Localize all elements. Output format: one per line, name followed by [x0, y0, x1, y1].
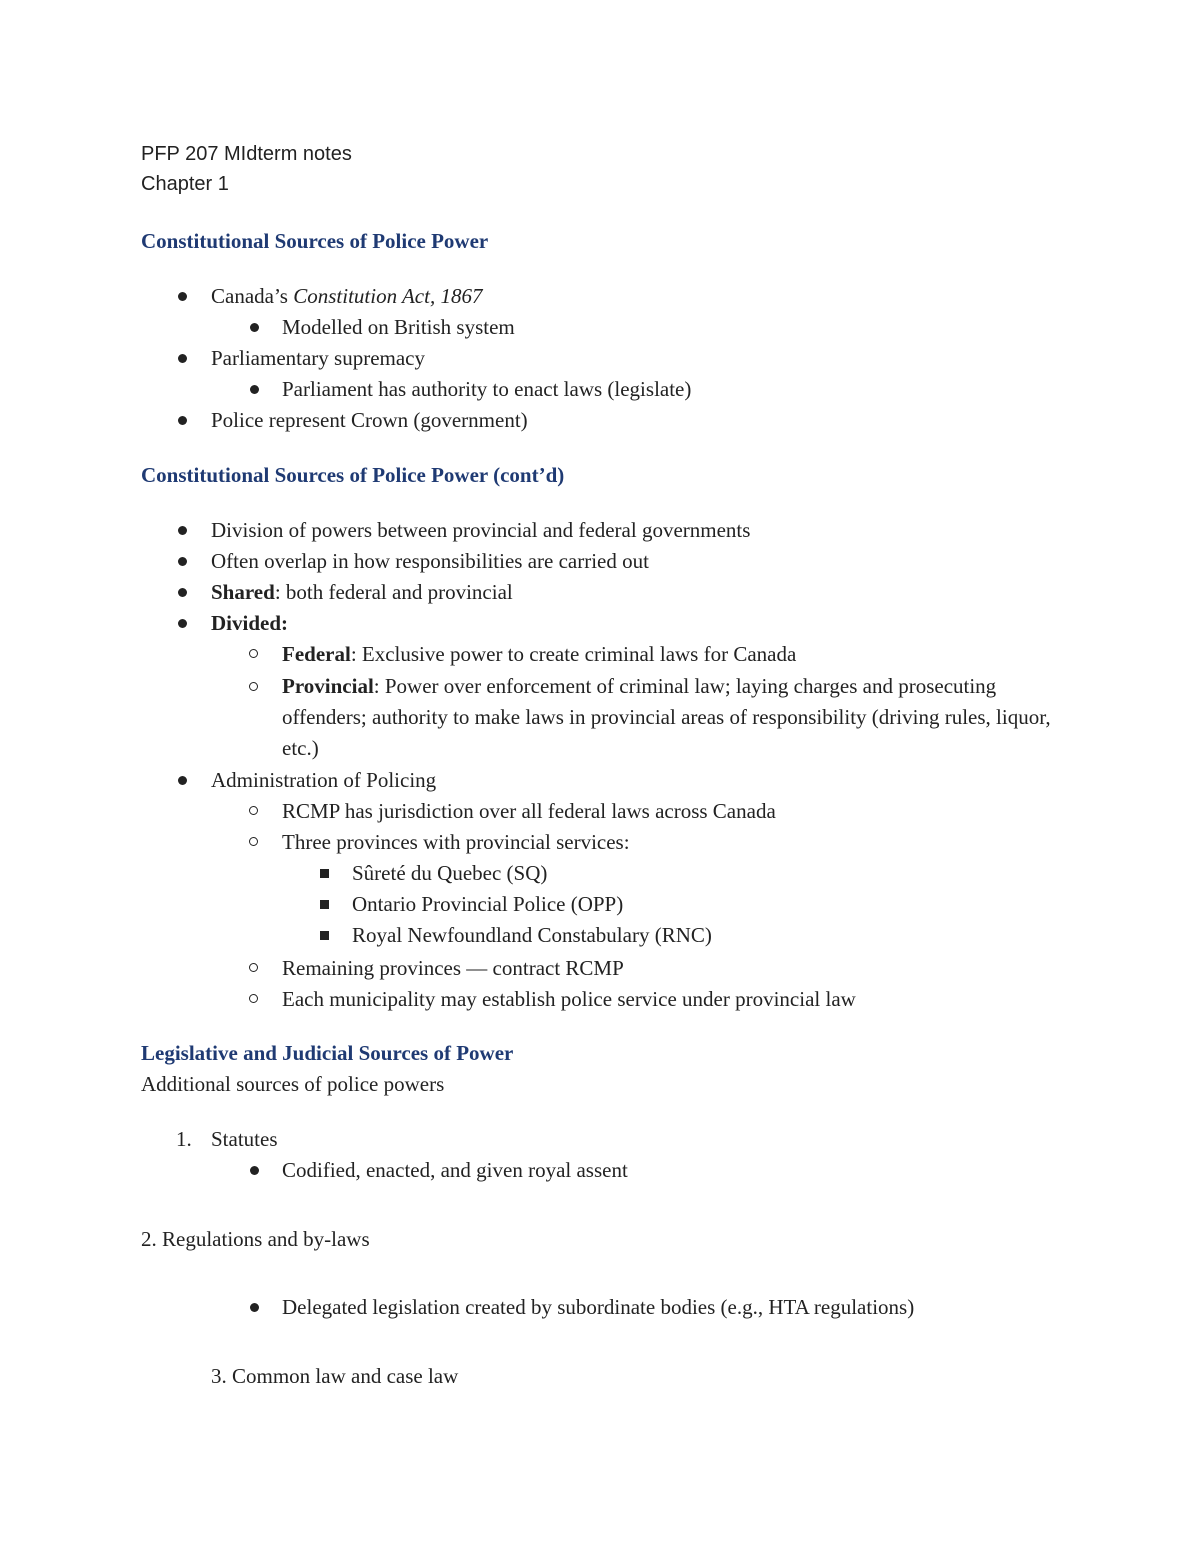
- bullet-circle-icon: [249, 837, 258, 846]
- divided-label: Divided:: [211, 611, 289, 635]
- section3-intro: Additional sources of police powers: [141, 1072, 445, 1096]
- bullet-disc-icon: [250, 1303, 259, 1312]
- list-item: Division of powers between provincial and federal governments: [211, 518, 751, 542]
- bullet-circle-icon: [249, 963, 258, 972]
- bullet-disc-icon: [178, 776, 187, 785]
- section2-heading: Constitutional Sources of Police Power (cont’d): [141, 463, 565, 487]
- constitution-act-title: Constitution Act, 1867: [293, 284, 483, 308]
- list-item: Statutes: [211, 1127, 278, 1151]
- list-item: [211, 286, 482, 307]
- bullet-square-icon: [320, 900, 329, 909]
- bullet-circle-icon: [249, 806, 258, 815]
- bullet-circle-icon: [249, 682, 258, 691]
- list-item: [282, 671, 1072, 764]
- bullet-disc-icon: [178, 526, 187, 535]
- list-item: Remaining provinces — contract RCMP: [282, 956, 624, 980]
- list-item: Parliament has authority to enact laws (legislate): [282, 377, 692, 401]
- list-item-text: : Exclusive power to create criminal laws for Canada: [350, 642, 797, 666]
- bullet-disc-icon: [178, 354, 187, 363]
- list-item: Police represent Crown (government): [211, 408, 528, 432]
- list-number: 1.: [176, 1127, 192, 1151]
- bullet-disc-icon: [178, 416, 187, 425]
- bullet-disc-icon: [250, 323, 259, 332]
- list-item: Often overlap in how responsibilities are carried out: [211, 549, 649, 573]
- federal-label: Federal: [282, 642, 351, 666]
- list-item: Three provinces with provincial services:: [282, 830, 630, 854]
- bullet-circle-icon: [249, 994, 258, 1003]
- provincial-label: Provincial: [282, 674, 374, 698]
- list-item: 3. Common law and case law: [211, 1364, 459, 1388]
- section3-heading: Legislative and Judicial Sources of Power: [141, 1041, 514, 1065]
- list-item: Ontario Provincial Police (OPP): [352, 892, 624, 916]
- list-item: Modelled on British system: [282, 315, 515, 339]
- bullet-disc-icon: [178, 292, 187, 301]
- bullet-disc-icon: [250, 385, 259, 394]
- list-item: Sûreté du Quebec (SQ): [352, 861, 548, 885]
- list-item: Royal Newfoundland Constabulary (RNC): [352, 923, 712, 947]
- document-title: PFP 207 MIdterm notes: [141, 143, 352, 165]
- list-item: [282, 644, 796, 665]
- bullet-circle-icon: [249, 649, 258, 658]
- section1-heading: Constitutional Sources of Police Power: [141, 229, 489, 253]
- list-item: Parliamentary supremacy: [211, 346, 425, 370]
- bullet-square-icon: [320, 869, 329, 878]
- list-item: Administration of Policing: [211, 768, 437, 792]
- list-item-text: Canada’s: [211, 284, 294, 308]
- bullet-disc-icon: [178, 619, 187, 628]
- bullet-disc-icon: [250, 1166, 259, 1175]
- list-item: Codified, enacted, and given royal assent: [282, 1158, 628, 1182]
- shared-label: Shared: [211, 580, 275, 604]
- chapter-label: Chapter 1: [141, 173, 229, 195]
- list-item-text: : Power over enforcement of criminal law; laying charges and prosecuting offenders; authority to make laws in provincial areas of responsibility (driving rules, liquor, etc.): [282, 674, 1051, 760]
- bullet-disc-icon: [178, 588, 187, 597]
- list-item: [211, 613, 288, 634]
- list-item: RCMP has jurisdiction over all federal laws across Canada: [282, 799, 776, 823]
- list-item: Each municipality may establish police service under provincial law: [282, 987, 856, 1011]
- bullet-disc-icon: [178, 557, 187, 566]
- list-item: 2. Regulations and by-laws: [141, 1227, 370, 1251]
- list-item: [211, 582, 513, 603]
- list-item: Delegated legislation created by subordinate bodies (e.g., HTA regulations): [282, 1295, 915, 1319]
- bullet-square-icon: [320, 931, 329, 940]
- list-item-text: : both federal and provincial: [274, 580, 513, 604]
